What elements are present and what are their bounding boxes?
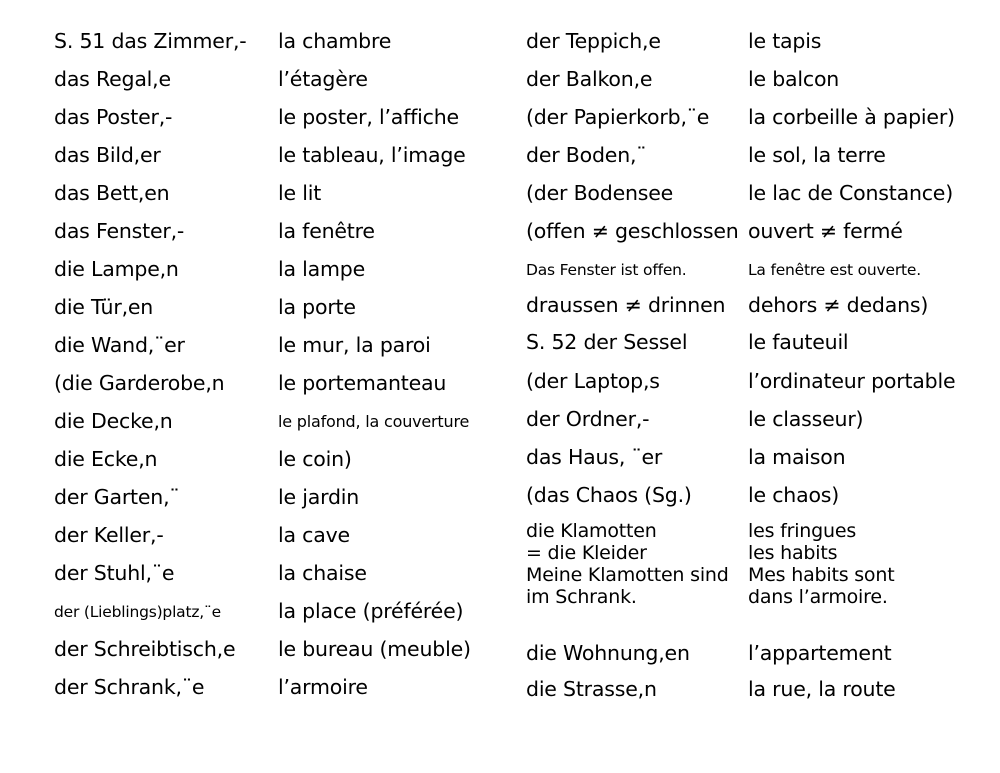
french-term-block: les fringues les habits Mes habits sont dans l’armoire. [748, 520, 895, 608]
french-term: le jardin [278, 485, 360, 509]
german-term: der Schrank,¨e [54, 675, 205, 699]
french-term: la chambre [278, 29, 392, 53]
german-term: der Teppich,e [526, 29, 661, 53]
french-term: l’ordinateur portable [748, 369, 956, 393]
german-term: die Ecke,n [54, 447, 158, 471]
german-term: der (Lieblings)platz,¨e [54, 603, 221, 621]
french-term: le lac de Constance) [748, 181, 954, 205]
german-term: Das Fenster ist offen. [526, 261, 687, 279]
german-term: die Decke,n [54, 409, 173, 433]
french-term: le classeur) [748, 407, 864, 431]
german-term: die Wand,¨er [54, 333, 185, 357]
french-term: le bureau (meuble) [278, 637, 471, 661]
french-term: la maison [748, 445, 846, 469]
german-term: (das Chaos (Sg.) [526, 483, 692, 507]
french-term: le sol, la terre [748, 143, 886, 167]
french-term: la cave [278, 523, 350, 547]
french-term: le plafond, la couverture [278, 412, 470, 431]
german-term: (der Bodensee [526, 181, 674, 205]
german-term-block: die Klamotten = die Kleider Meine Klamotten sind im Schrank. [526, 520, 729, 608]
french-term: le balcon [748, 67, 840, 91]
german-term: das Fenster,- [54, 219, 185, 243]
german-term: draussen ≠ drinnen [526, 293, 726, 317]
french-term: l’étagère [278, 67, 368, 91]
french-term: la porte [278, 295, 356, 319]
french-term: la fenêtre [278, 219, 375, 243]
german-term: der Boden,¨ [526, 143, 647, 167]
german-term: S. 51 das Zimmer,- [54, 29, 247, 53]
german-term: (die Garderobe,n [54, 371, 225, 395]
german-term: das Haus, ¨er [526, 445, 663, 469]
french-term: le portemanteau [278, 371, 447, 395]
german-term: die Strasse,n [526, 677, 657, 701]
german-term: die Wohnung,en [526, 641, 690, 665]
french-term: l’armoire [278, 675, 368, 699]
french-term: l’appartement [748, 641, 892, 665]
french-term: le coin) [278, 447, 352, 471]
french-term: la corbeille à papier) [748, 105, 955, 129]
french-term: la lampe [278, 257, 366, 281]
german-term: (offen ≠ geschlossen [526, 219, 739, 243]
french-term: dehors ≠ dedans) [748, 293, 929, 317]
german-term: der Keller,- [54, 523, 164, 547]
french-term: le tableau, l’image [278, 143, 466, 167]
french-term: ouvert ≠ fermé [748, 219, 903, 243]
french-term: le poster, l’affiche [278, 105, 459, 129]
french-term: la rue, la route [748, 677, 896, 701]
german-term: die Lampe,n [54, 257, 179, 281]
german-term: der Garten,¨ [54, 485, 180, 509]
german-term: der Stuhl,¨e [54, 561, 175, 585]
german-term: (der Laptop,s [526, 369, 660, 393]
french-term: la chaise [278, 561, 367, 585]
german-term: S. 52 der Sessel [526, 330, 688, 354]
german-term: das Poster,- [54, 105, 173, 129]
german-term: der Schreibtisch,e [54, 637, 236, 661]
french-term: le fauteuil [748, 330, 849, 354]
german-term: (der Papierkorb,¨e [526, 105, 710, 129]
french-term: le chaos) [748, 483, 840, 507]
german-term: das Regal,e [54, 67, 171, 91]
french-term: le tapis [748, 29, 822, 53]
french-term: La fenêtre est ouverte. [748, 261, 921, 279]
german-term: die Tür,en [54, 295, 154, 319]
german-term: der Balkon,e [526, 67, 653, 91]
german-term: das Bild,er [54, 143, 161, 167]
french-term: le mur, la paroi [278, 333, 431, 357]
french-term: le lit [278, 181, 322, 205]
german-term: der Ordner,- [526, 407, 650, 431]
french-term: la place (préférée) [278, 599, 464, 623]
german-term: das Bett,en [54, 181, 170, 205]
